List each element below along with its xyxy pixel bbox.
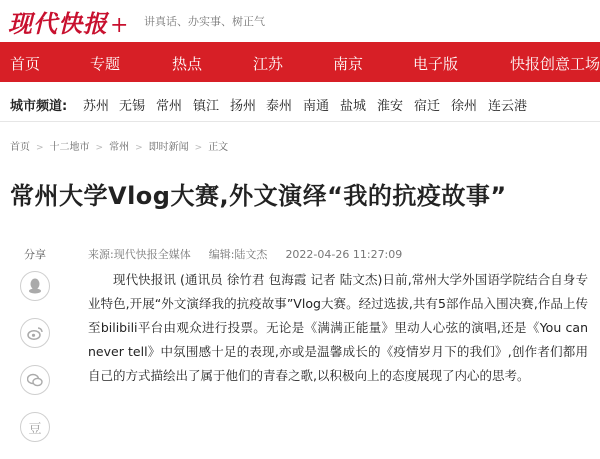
chevron-right-icon: > <box>36 143 44 153</box>
nav-hot[interactable]: 热点 <box>172 55 203 73</box>
share-panel <box>20 246 50 459</box>
nav-nanjing[interactable]: 南京 <box>333 55 364 73</box>
douban-icon[interactable] <box>20 412 50 442</box>
city-link[interactable]: 连云港 <box>488 99 528 114</box>
city-link[interactable]: 徐州 <box>451 99 478 114</box>
site-logo[interactable] <box>8 4 129 39</box>
city-link[interactable]: 宿迁 <box>414 99 441 114</box>
top-brand-bar <box>0 0 600 40</box>
wechat-icon[interactable] <box>20 365 50 395</box>
city-link[interactable]: 南通 <box>303 99 330 114</box>
nav-epaper[interactable]: 电子版 <box>413 55 459 73</box>
article-body <box>88 268 588 388</box>
chevron-right-icon: > <box>135 143 143 153</box>
city-link[interactable]: 盐城 <box>340 99 367 114</box>
logo-text: 现代快报 <box>8 9 108 38</box>
qq-icon[interactable] <box>20 271 50 301</box>
article-paragraph: 现代快报讯 (通讯员 徐竹君 包海霞 记者 陆文杰)日前,常州大学外国语学院结合自身专业特色,开展“外文演绎我的抗疫故事”Vlog大赛。经过选拔,共有5部作品入围决赛,作品上传至bilibili平台由观众进行投票。无论是《满满正能量》里动人心弦的演唱,还是《You can never tell》中氛围感十足的表现,亦或是温馨成长的《疫情岁月下的我们》,创作者们都用自己的方式描绘出了属于他们的青春之歌,以积极向上的态度展现了内心的思考。 <box>88 272 588 383</box>
city-link[interactable]: 镇江 <box>193 99 220 114</box>
main-nav <box>0 42 600 82</box>
douban-glyph: 豆 <box>28 421 42 437</box>
city-link[interactable]: 扬州 <box>230 99 257 114</box>
city-link[interactable]: 常州 <box>156 99 183 114</box>
nav-creative[interactable]: 快报创意工场 <box>510 55 600 73</box>
city-channels-label: 城市频道: <box>10 99 68 114</box>
nav-home[interactable]: 首页 <box>10 55 41 73</box>
nav-topics[interactable]: 专题 <box>90 55 121 73</box>
section-divider <box>0 121 600 122</box>
city-link[interactable]: 无锡 <box>119 99 146 114</box>
chevron-right-icon: > <box>95 143 104 153</box>
article-meta <box>88 246 420 262</box>
breadcrumb-item[interactable]: 常州 <box>109 142 130 153</box>
chevron-right-icon: > <box>194 143 203 153</box>
city-link[interactable]: 苏州 <box>83 99 110 114</box>
breadcrumb <box>10 138 228 153</box>
weibo-icon[interactable] <box>20 318 50 348</box>
article-source: 来源:现代快报全媒体 <box>88 248 191 261</box>
city-link[interactable]: 淮安 <box>377 99 404 114</box>
article-title: 常州大学Vlog大赛,外文演绎“我的抗疫故事” <box>10 182 507 210</box>
site-slogan: 讲真话、办实事、树正气 <box>144 15 265 28</box>
city-link[interactable]: 泰州 <box>266 99 293 114</box>
logo-plus: + <box>110 13 130 38</box>
article-editor: 编辑:陆文杰 <box>208 248 268 261</box>
breadcrumb-item[interactable]: 首页 <box>10 142 30 153</box>
article-time: 2022-04-26 11:27:09 <box>285 248 403 261</box>
breadcrumb-current: 正文 <box>208 142 229 153</box>
breadcrumb-item[interactable]: 十二地市 <box>49 142 90 153</box>
share-label: 分享 <box>24 248 46 261</box>
breadcrumb-item[interactable]: 即时新闻 <box>148 142 189 153</box>
city-channels <box>0 90 600 118</box>
nav-jiangsu[interactable]: 江苏 <box>253 55 284 73</box>
